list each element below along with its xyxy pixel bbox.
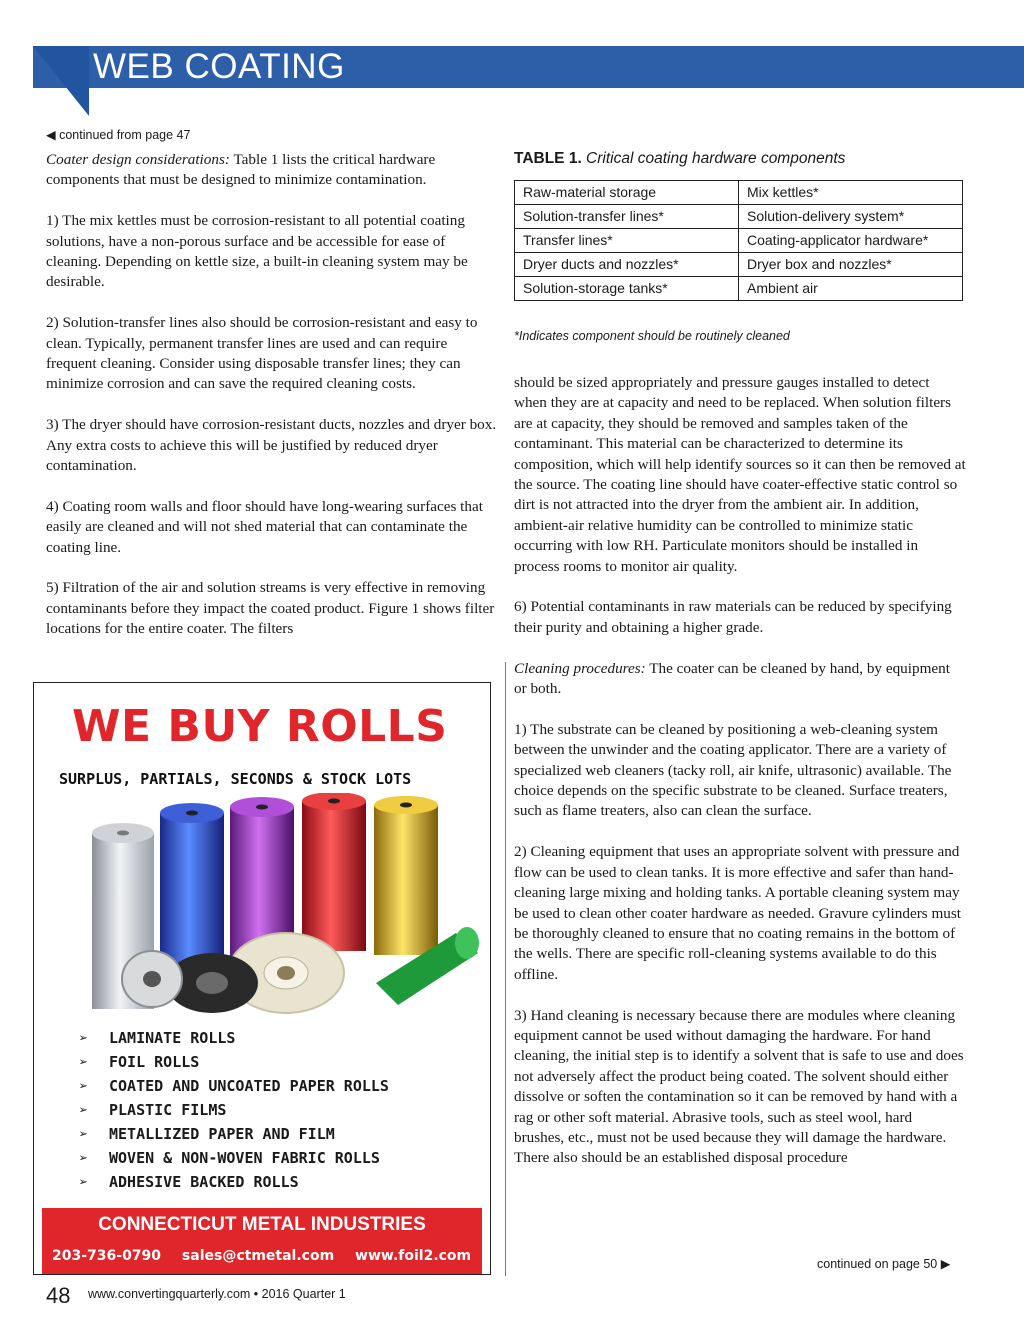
table-row [515,253,963,277]
arrow-bullet-icon: ➢ [79,1029,89,1047]
ad-product-list [79,1026,389,1194]
table-row [515,181,963,205]
hardware-table [514,180,963,301]
arrow-bullet-icon: ➢ [79,1077,89,1095]
intro-lead: Coater design considerations: [46,151,230,168]
paragraph-4: 4) Coating room walls and floor should have long-wearing surfaces that easily are cleaned and will not shed material that can contaminate the coating line. [46,497,483,556]
paragraph-3: 3) The dryer should have corrosion-resistant ducts, nozzles and dryer box. Any extra costs to achieve this will be justified by reduced dryer contamination. [46,416,497,475]
intro-paragraph [46,150,498,191]
arrow-bullet-icon: ➢ [79,1125,89,1143]
ad-website-link[interactable]: www.foil2.com [355,1248,472,1264]
table-footnote: *Indicates component should be routinely cleaned [514,329,790,343]
list-item-label: WOVEN & NON-WOVEN FABRIC ROLLS [109,1149,380,1167]
list-item [79,1026,389,1050]
table-row [515,229,963,253]
paragraph-continued: should be sized appropriately and pressure gauges installed to detect when they are at capacity and need to be replaced. When solution filters are at capacity, they should be removed and samples taken of the contaminant. This material can be characterized to determine its composition, which will help identify sources so it can then be removed at the source. The coating line should have coater-effective static control so dirt is not attracted into the dryer from the ambient air. In addition, ambient-air relative humidity can be controlled to minimize static occurring with low RH. Particulate monitors should be installed in process rooms to monitor air quality. [514,374,966,575]
table-cell: Solution-storage tanks* [515,277,739,301]
gold-roll [374,796,438,955]
paragraph-6: 6) Potential contaminants in raw materials can be reduced by specifying their purity and obtaining a higher grade. [514,598,952,636]
list-item-label: PLASTIC FILMS [109,1101,227,1119]
table-cell: Mix kettles* [739,181,963,205]
ad-phone[interactable]: 203-736-0790 [52,1248,162,1264]
ad-contact-banner [42,1208,482,1274]
cleaning-lead: Cleaning procedures: [514,659,646,677]
table-cell: Solution-transfer lines* [515,205,739,229]
column-divider [505,662,506,1276]
ad-headline: WE BUY ROLLS [72,701,448,752]
right-column [514,373,966,1169]
paragraph-2: 2) Solution-transfer lines also should be corrosion-resistant and easy to clean. Typically, permanent transfer lines are used and can require frequent cleaning. Consider using disposable transfer lines; they can minimize corrosion and can save the required cleaning costs. [46,314,478,393]
list-item [79,1050,389,1074]
blue-roll [160,803,224,973]
arrow-bullet-icon: ➢ [79,1101,89,1119]
table-row [515,205,963,229]
cleaning-paragraph-3: 3) Hand cleaning is necessary because there are modules where cleaning equipment cannot be used without damaging the hardware. For hand cleaning, the initial step is to identify a solvent that is safe to use and does not adversely affect the product being coated. The solvent should either dissolve or soften the contamination so it can be removed by hand with a rag or other soft material. Abrasive tools, such as steel wool, hard brushes, etc., must not be used because they will damage the hardware. There also should be an established disposal procedure [514,1006,964,1167]
ad-contacts [52,1248,487,1264]
list-item [79,1146,389,1170]
footer-site-issue: www.convertingquarterly.com • 2016 Quarter 1 [88,1287,346,1301]
list-item [79,1074,389,1098]
table-cell: Dryer box and nozzles* [739,253,963,277]
list-item [79,1098,389,1122]
table-row [515,277,963,301]
table-cell: Coating-applicator hardware* [739,229,963,253]
list-item [79,1170,389,1194]
continued-on-note: continued on page 50 ▶ [817,1257,951,1271]
cleaning-intro [514,659,966,700]
page-number: 48 [46,1283,71,1308]
left-column [46,150,498,640]
table-caption: Critical coating hardware components [581,150,846,167]
foil-stripe-roll [122,951,182,1007]
table-cell: Dryer ducts and nozzles* [515,253,739,277]
arrow-bullet-icon: ➢ [79,1173,89,1191]
cleaning-paragraph-1: 1) The substrate can be cleaned by positioning a web-cleaning system between the unwinder and the coating applicator. There are a variety of specialized web cleaners (tacky roll, air knife, ultrasonic) available. The choice depends on the specific substrate to be cleaned. Surface treaters, such as flame treaters, also can clean the surface. [514,720,952,820]
list-item-label: LAMINATE ROLLS [109,1029,236,1047]
table-label: TABLE 1. [514,150,582,167]
paragraph-1: 1) The mix kettles must be corrosion-resistant to all potential coating solutions, have a non-porous surface and be accessible for ease of cleaning. Depending on kettle size, a built-in cleaning system may be desirable. [46,212,468,291]
red-roll [302,793,366,951]
ad-email-link[interactable]: sales@ctmetal.com [181,1248,335,1264]
table-title [514,150,845,168]
table-cell: Transfer lines* [515,229,739,253]
intro-text: Table 1 lists the critical hardware components that must be designed to minimize contamination. [46,151,436,189]
continued-from-note: ◀ continued from page 47 [46,128,191,142]
ad-company-name: CONNECTICUT METAL INDUSTRIES [98,1214,426,1235]
list-item [79,1122,389,1146]
table-cell: Solution-delivery system* [739,205,963,229]
section-title: WEB COATING [93,47,345,86]
advertisement[interactable] [33,682,491,1275]
paragraph-5: 5) Filtration of the air and solution streams is very effective in removing contaminants before they impact the coated product. Figure 1 shows filter locations for the entire coater. The filters [46,579,495,638]
table-cell: Raw-material storage [515,181,739,205]
table-cell: Ambient air [739,277,963,301]
list-item-label: METALLIZED PAPER AND FILM [109,1125,335,1143]
list-item-label: ADHESIVE BACKED ROLLS [109,1173,299,1191]
cleaning-intro-text: The coater can be cleaned by hand, by equipment or both. [514,659,950,698]
cleaning-paragraph-2: 2) Cleaning equipment that uses an appropriate solvent with pressure and flow can be used to clean tanks. It is more effective and safer than hand-cleaning large mixing and holding tanks. A portable cleaning system may be used to clean other coater hardware as needed. Gravure cylinders must be thoroughly cleaned to ensure that no coating remains in the bottom of the wells. There are specific roll-cleaning systems available to do this offline. [514,843,961,983]
ad-subtitle: SURPLUS, PARTIALS, SECONDS & STOCK LOTS [59,770,412,788]
list-item-label: COATED AND UNCOATED PAPER ROLLS [109,1077,389,1095]
arrow-bullet-icon: ➢ [79,1053,89,1071]
arrow-bullet-icon: ➢ [79,1149,89,1167]
rolls-image [86,793,486,1015]
list-item-label: FOIL ROLLS [109,1053,200,1071]
